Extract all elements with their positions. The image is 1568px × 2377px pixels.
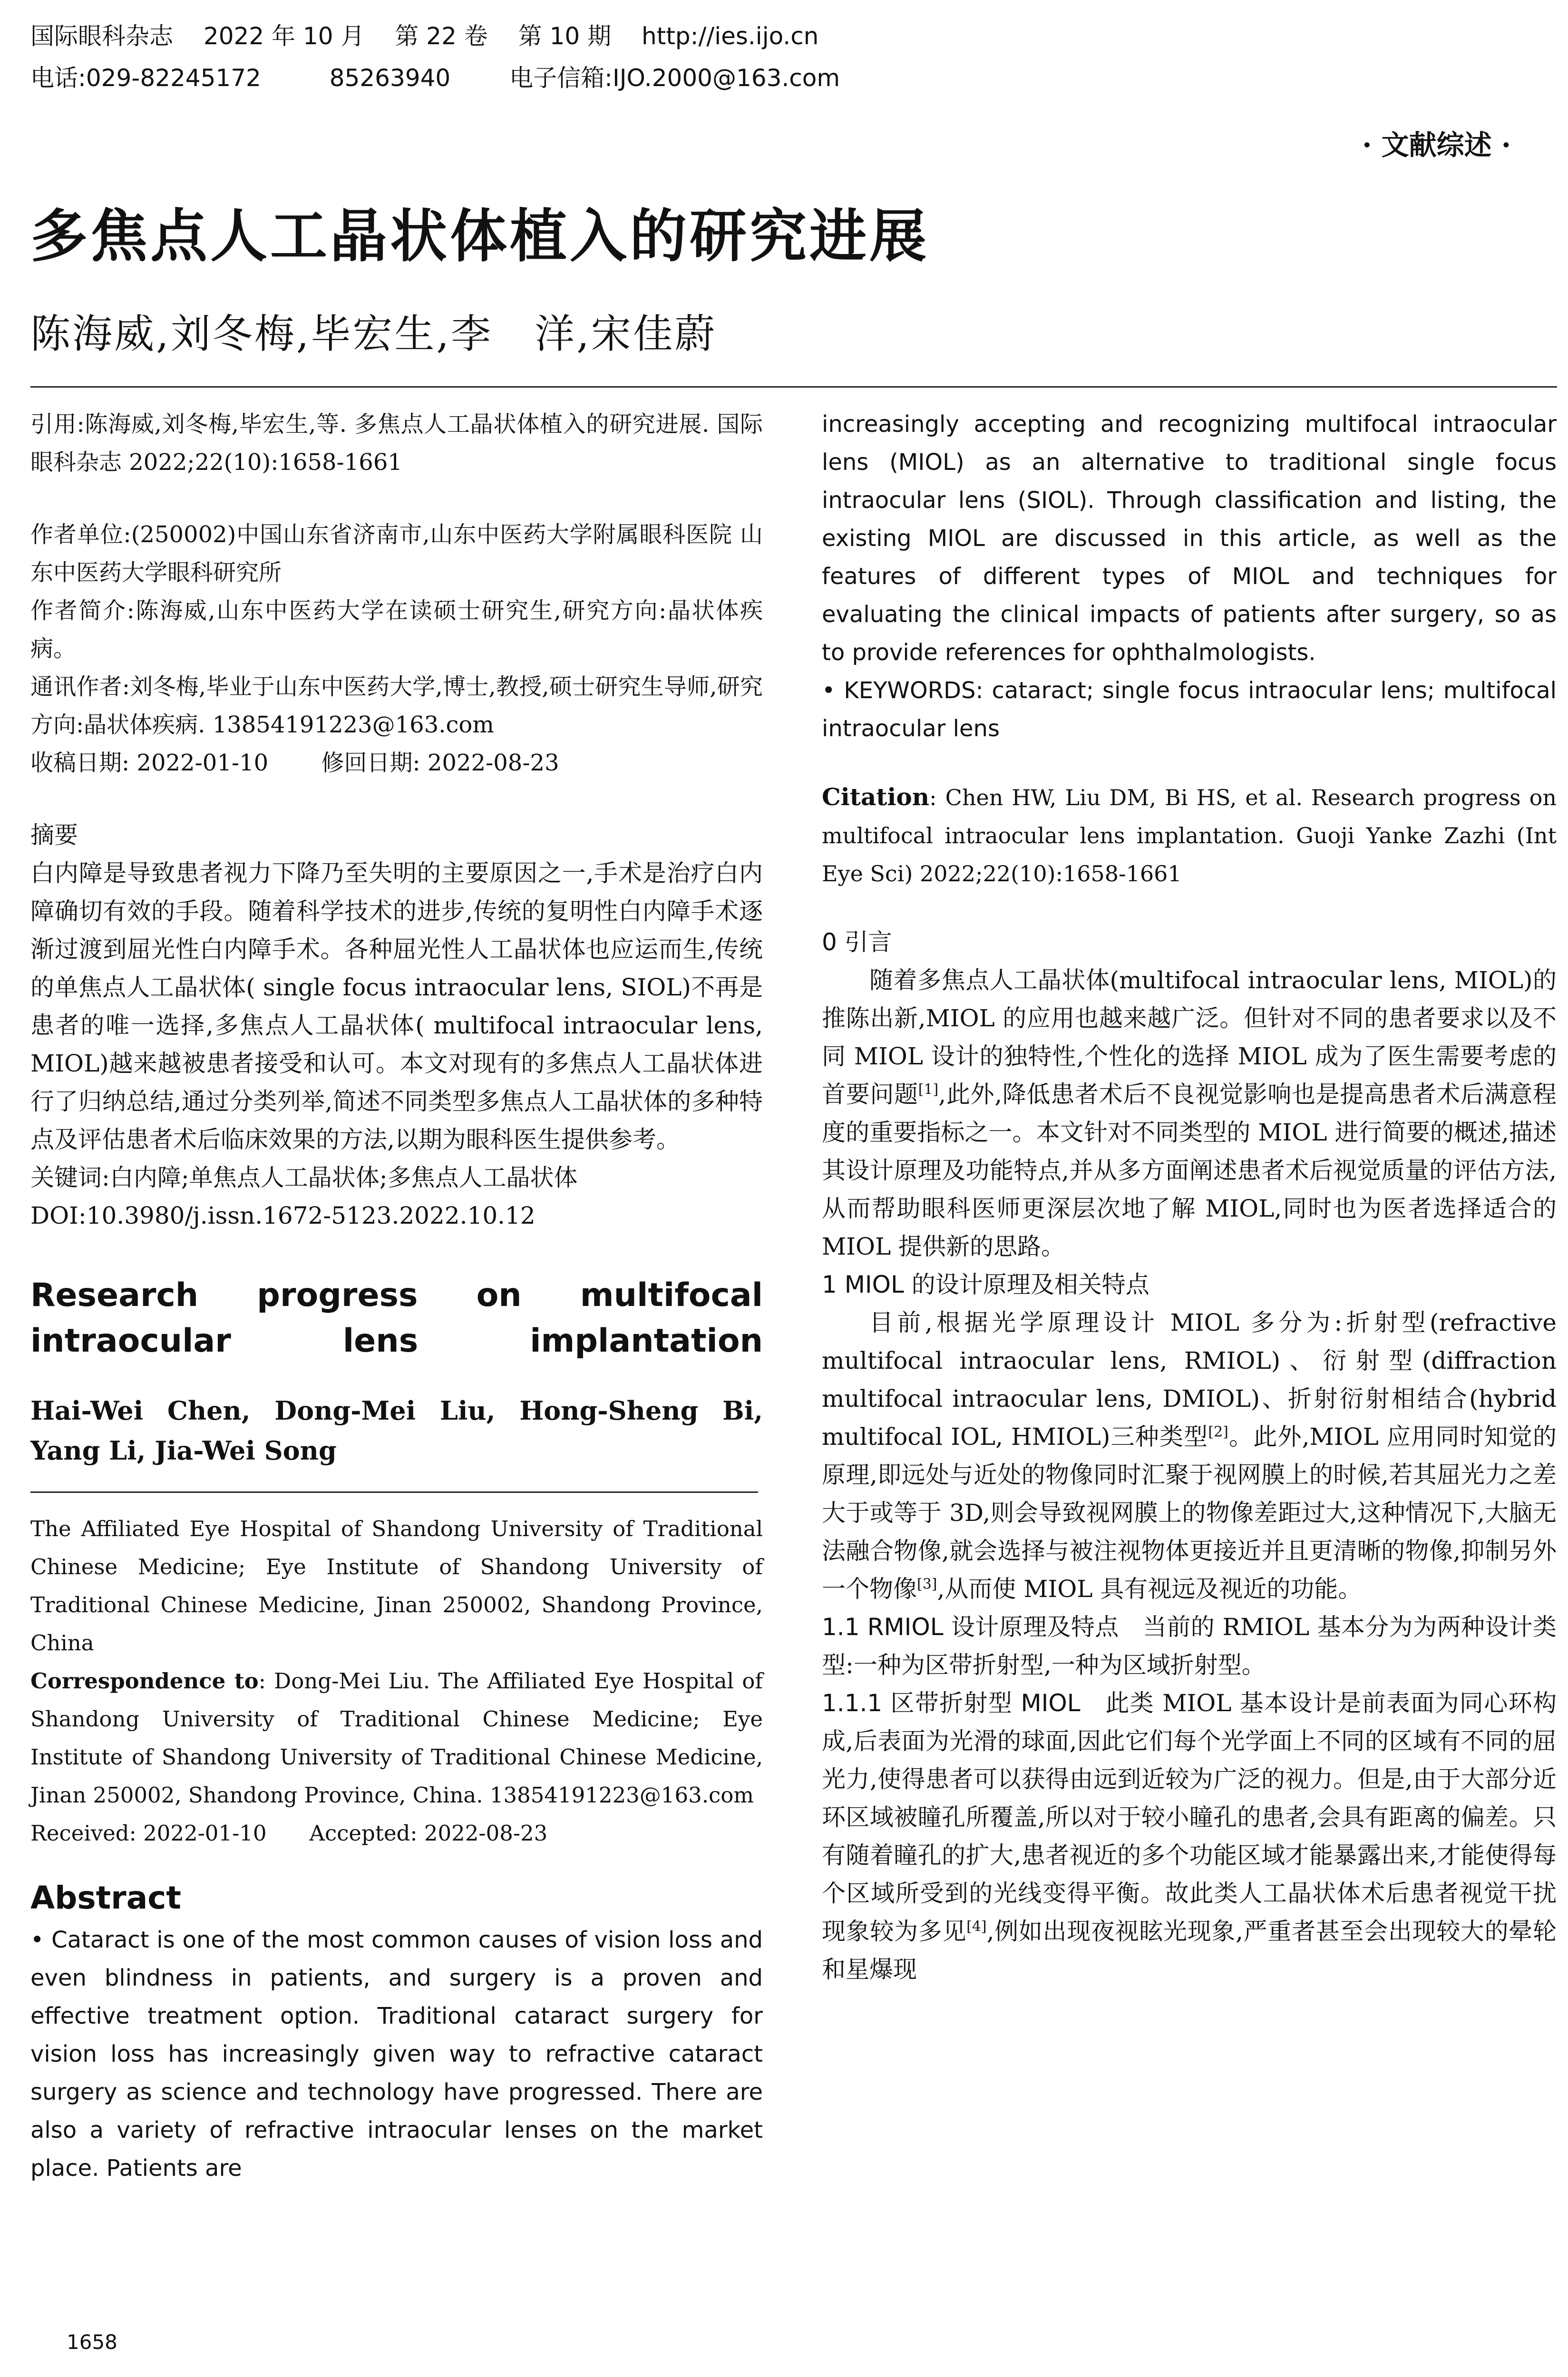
correspondence-label: Correspondence to <box>30 1668 259 1694</box>
abstract-heading-en: Abstract <box>30 1880 181 1916</box>
section1-1-heading: 1.1 RMIOL 设计原理及特点 <box>822 1613 1119 1641</box>
s1-text-2: 。此外,MIOL 应用同时知觉的原理,即远处与近处的物像同时汇聚于视网膜上的时候,若其屈光力之差大于或等于 3D,则会导致视网膜上的物像差距过大,这种情况下,大脑无法融合物像,就会选择与被注视物体更接近并且更清晰的物像,抑制另外一个物像 <box>822 1423 1557 1603</box>
journal-name: 国际眼科杂志 <box>30 22 173 50</box>
abstract-en-part1: • Cataract is one of the most common causes of vision loss and even blindness in patients, and surgery is a proven and effective treatment option. Traditional cataract surgery for vision loss has increasingly given way to refractive cataract surgery as science and technology have progressed. There are also a variety of refractive intraocular lenses on the market place. Patients are <box>30 1927 763 2182</box>
intro-paragraph <box>822 961 1557 1266</box>
section1-heading: 1 MIOL 的设计原理及相关特点 <box>822 1271 1149 1298</box>
page-title: 多焦点人工晶状体植入的研究进展 <box>30 204 929 270</box>
citation-en-text: : Chen HW, Liu DM, Bi HS, et al. Research progress on multifocal intraocular lens implantation. Guoji Yanke Zazhi (Int Eye Sci) 2022;22(10):1658-1661 <box>822 785 1557 887</box>
keywords-en: • KEYWORDS: cataract; single focus intraocular lens; multifocal intraocular lens <box>822 677 1557 742</box>
reference-3[interactable]: [3] <box>917 1576 937 1593</box>
s111-text-2: ,例如出现夜视眩光现象,严重者甚至会出现较大的晕轮和星爆现 <box>822 1918 1557 1983</box>
journal-header-line1 <box>30 21 841 51</box>
journal-url[interactable]: http://ies.ijo.cn <box>642 22 819 50</box>
journal-header-line2 <box>30 63 863 93</box>
s111-text-1: 此类 MIOL 基本设计是前表面为同心环构成,后表面为光滑的球面,因此它们每个光学面上不同的区域有不同的屈光力,使得患者可以获得由远到近较为广泛的视力。但是,由于大部分近环区域被瞳孔所覆盖,所以对于较小瞳孔的患者,会具有距离的偏差。只有随着瞳孔的扩大,患者视近的多个功能区域才能暴露出来,才能使得每个区域所受到的光线变得平衡。故此类人工晶状体术后患者视觉干扰现象较为多见 <box>822 1689 1557 1945</box>
email[interactable]: 电子信箱:IJO.2000@163.com <box>509 64 840 92</box>
abstract-heading-cn: 摘要 <box>30 821 78 849</box>
english-header-divider <box>30 1491 758 1493</box>
title-divider <box>30 386 1557 388</box>
right-column <box>822 405 1557 1988</box>
citation-en-label: Citation <box>822 783 930 811</box>
phone2: 85263940 <box>329 64 451 92</box>
english-authors: Hai-Wei Chen, Dong-Mei Liu, Hong-Sheng Bi, Yang Li, Jia-Wei Song <box>30 1395 763 1466</box>
received-date-cn: 收稿日期: 2022-01-10 修回日期: 2022-08-23 <box>30 750 559 776</box>
english-affiliation: The Affiliated Eye Hospital of Shandong University of Traditional Chinese Medicine; Eye Institute of Shandong University of Traditional Chinese Medicine, Jinan 250002, Shandong Province, China <box>30 1516 763 1656</box>
issue-date: 2022 年 10 月 <box>203 22 365 50</box>
section1-1-text: 当前的 RMIOL 基本分为为两种设计类型:一种为区带折射型,一种为区域折射型。 <box>822 1613 1557 1679</box>
phone: 电话:029-82245172 <box>30 64 261 92</box>
doi[interactable]: DOI:10.3980/j.issn.1672-5123.2022.10.12 <box>30 1202 536 1229</box>
reference-2[interactable]: [2] <box>1208 1423 1228 1441</box>
intro-text-1: 随着多焦点人工晶状体(multifocal intraocular lens, MIOL)的推陈出新,MIOL 的应用也越来越广泛。但针对不同的患者要求以及不同 MIOL 设计的独特性,个性化的选择 MIOL 成为了医生需要考虑的首要问题 <box>822 966 1557 1108</box>
abstract-cn: 白内障是导致患者视力下降乃至失明的主要原因之一,手术是治疗白内障确切有效的手段。随着科学技术的进步,传统的复明性白内障手术逐渐过渡到屈光性白内障手术。各种屈光性人工晶状体也应运而生,传统的单焦点人工晶状体( single focus intraocular lens, SIOL)不再是患者的唯一选择,多焦点人工晶状体( multifocal intraocular lens, MIOL)越来越被患者接受和认可。本文对现有的多焦点人工晶状体进行了归纳总结,通过分类列举,简述不同类型多焦点人工晶状体的多种特点及评估患者术后临床效果的方法,以期为眼科医生提供参考。 <box>30 859 763 1153</box>
correspondence-text: : Dong-Mei Liu. The Affiliated Eye Hospital of Shandong University of Traditional Chinese Medicine; Eye Institute of Shandong University of Traditional Chinese Medicine, Jinan 250002, Shandong Province, China. 13854191223@163.com <box>30 1668 763 1808</box>
received-date-en: Received: 2022-01-10 Accepted: 2022-08-23 <box>30 1821 548 1846</box>
reference-4[interactable]: [4] <box>966 1918 987 1935</box>
section1-1-1-heading: 1.1.1 区带折射型 MIOL <box>822 1689 1081 1717</box>
issue-number: 第 10 期 <box>518 22 612 50</box>
author-list: 陈海威,刘冬梅,毕宏生,李 洋,宋佳蔚 <box>30 311 717 357</box>
abstract-en-part2: increasingly accepting and recognizing multifocal intraocular lens (MIOL) as an alternative to traditional single focus intraocular lens (SIOL). Through classification and listing, the existing MIOL are discussed in this article, as well as the features of different types of MIOL and techniques for evaluating the clinical impacts of patients after surgery, so as to provide references for ophthalmologists. <box>822 411 1557 666</box>
citation-cn: 引用:陈海威,刘冬梅,毕宏生,等. 多焦点人工晶状体植入的研究进展. 国际眼科杂志 2022;22(10):1658-1661 <box>30 411 763 476</box>
volume: 第 22 卷 <box>395 22 488 50</box>
page-number: 1658 <box>67 2330 117 2354</box>
s1-text-1: 目前,根据光学原理设计 MIOL 多分为:折射型(refractive multifocal intraocular lens, RMIOL)、衍射型(diffraction multifocal intraocular lens, DMIOL)、折射衍射相结合(hybrid multifocal IOL, HMIOL)三种类型 <box>822 1309 1557 1451</box>
intro-text-2: ,此外,降低患者术后不良视觉影响也是提高患者术后满意程度的重要指标之一。本文针对不同类型的 MIOL 进行简要的概述,描述其设计原理及功能特点,并从多方面阐述患者术后视觉质量的评估方法,从而帮助眼科医师更深层次地了解 MIOL,同时也为医者选择适合的 MIOL 提供新的思路。 <box>822 1081 1557 1260</box>
corresponding-author: 通讯作者:刘冬梅,毕业于山东中医药大学,博士,教授,硕士研究生导师,研究方向:晶状体疾病. 13854191223@163.com <box>30 673 763 738</box>
english-title: Research progress on multifocal intraocular lens implantation <box>30 1276 763 1360</box>
s1-text-3: ,从而使 MIOL 具有视远及视近的功能。 <box>937 1575 1362 1603</box>
keywords-cn: 关键词:白内障;单焦点人工晶状体;多焦点人工晶状体 <box>30 1164 578 1191</box>
author-bio: 作者简介:陈海威,山东中医药大学在读硕士研究生,研究方向:晶状体疾病。 <box>30 597 763 662</box>
author-affiliation: 作者单位:(250002)中国山东省济南市,山东中医药大学附属眼科医院 山东中医药大学眼科研究所 <box>30 521 763 586</box>
left-column <box>30 405 763 2187</box>
intro-heading: 0 引言 <box>822 928 892 956</box>
section1-paragraph <box>822 1304 1557 1608</box>
reference-1[interactable]: [1] <box>918 1081 939 1098</box>
section-tag: · 文献综述 · <box>1362 129 1511 161</box>
